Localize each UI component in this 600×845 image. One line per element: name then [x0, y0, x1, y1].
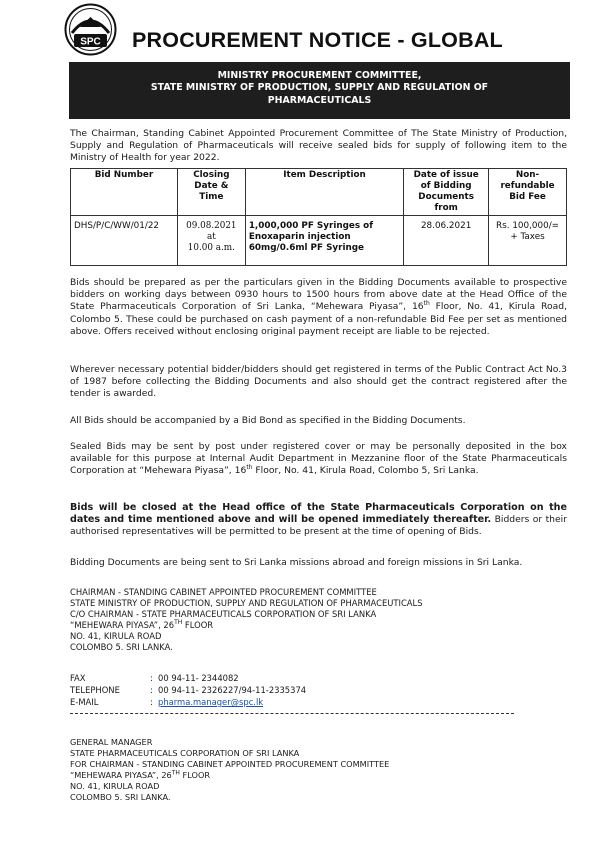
email-link[interactable]: pharma.manager@spc.lk [158, 697, 264, 707]
address2-line3: FOR CHAIRMAN - STANDING CABINET APPOINTED PROCUREMENT COMMITTEE [70, 758, 390, 769]
banner-line-3: PHARMACEUTICALS [267, 94, 372, 106]
address2-line4b: FLOOR [179, 769, 211, 780]
header-item: Item Description [245, 169, 403, 216]
missions-paragraph: Bidding Documents are being sent to Sri Lanka missions abroad and foreign missions in Sri Lanka. [70, 557, 523, 568]
email-colon: : [150, 697, 153, 707]
banner-line-1: MINISTRY PROCUREMENT COMMITTEE, [217, 70, 422, 81]
address2-line6: COLOMBO 5. SRI LANKA. [70, 791, 171, 802]
closing-date: 09.08.2021 at [186, 221, 237, 242]
address2-line2: STATE PHARMACEUTICALS CORPORATION OF SRI LANKA [70, 747, 300, 758]
address2-line4a: “MEHEWARA PIYASA”, 26 [70, 769, 172, 780]
divider [70, 713, 514, 714]
cell-bid-fee [489, 216, 567, 266]
spc-emblem-icon [64, 3, 117, 56]
para1-text-a: Bids should be prepared as per the particulars given in the Bidding Documents available to prospective bidders on working days between 0930 hours to 1500 hours from above date at the Head Office of the State Pharmaceuticals Corporation of Sri Lanka, “Mehewara Piyasa”, 16 [70, 277, 567, 313]
address1-line4a: “MEHEWARA PIYASA”, 26 [70, 620, 175, 630]
header-issue-date: Date of issue of Bidding Documents from [404, 169, 489, 216]
address1-line1: CHAIRMAN - STANDING CABINET APPOINTED PROCUREMENT COMMITTEE [70, 587, 377, 597]
header-closing: Closing Date & Time [177, 169, 245, 216]
general-manager-address [70, 737, 389, 802]
address2-line5: NO. 41, KIRULA ROAD [70, 780, 160, 791]
telephone-value: 00 94-11- 2326227/94-11-2335374 [158, 685, 307, 695]
address1-line4sup: TH [174, 619, 183, 627]
header-bid-number: Bid Number [71, 169, 178, 216]
closing-paragraph [70, 502, 567, 539]
bid-bond-paragraph: All Bids should be accompanied by a Bid Bond as specified in the Bidding Documents. [70, 415, 466, 426]
cell-item [245, 216, 403, 266]
bid-table [70, 168, 567, 266]
address1-line2: STATE MINISTRY OF PRODUCTION, SUPPLY AND REGULATION OF PHARMACEUTICALS [70, 598, 423, 608]
closing-bold-text: Bids will be closed at the Head office of the State Pharmaceuticals Corporation on the dates and time mentioned above and will be opened immediately thereafter. [70, 502, 567, 526]
address2-line4sup: TH [171, 768, 180, 776]
fax-colon: : [150, 673, 153, 683]
telephone-colon: : [150, 685, 153, 695]
bidding-instructions-paragraph [70, 277, 567, 338]
address1-line3: C/O CHAIRMAN - STATE PHARMACEUTICALS CORPORATION OF SRI LANKA [70, 609, 377, 619]
table-header-row [71, 169, 567, 216]
ministry-banner [69, 62, 570, 119]
closing-time: 10.00 a.m. [187, 243, 235, 253]
para4-text-b: Floor, No. 41, Kirula Road, Colombo 5, Sri Lanka. [252, 465, 479, 477]
fax-label: FAX [70, 673, 86, 683]
registration-paragraph: Wherever necessary potential bidder/bidders should get registered in terms of the Public Contract Act No.3 of 1987 before collecting the Bidding Documents and also should get the contract registered after the tender is awarded. [70, 364, 567, 400]
page-title: PROCUREMENT NOTICE - GLOBAL [132, 28, 503, 52]
chairman-address [70, 587, 423, 653]
fax-value: 00 94-11- 2344082 [158, 673, 239, 683]
para4-sup: th [246, 464, 253, 472]
cell-bid-number: DHS/P/C/WW/01/22 [71, 216, 178, 266]
fee-taxes: + Taxes [510, 232, 545, 242]
banner-line-2: STATE MINISTRY OF PRODUCTION, SUPPLY AND REGULATION OF [150, 82, 489, 94]
fee-amount: Rs. 100,000/= [496, 221, 560, 231]
telephone-label: TELEPHONE [70, 685, 120, 695]
cell-issue-date: 28.06.2021 [404, 216, 489, 266]
email-label: E-MAIL [70, 697, 99, 707]
cell-closing [177, 216, 245, 266]
address2-line4 [70, 770, 389, 781]
intro-paragraph: The Chairman, Standing Cabinet Appointed Procurement Committee of The State Ministry of Production, Supply and Regulation of Pharmaceuticals will receive sealed bids for supply of following item to the Ministry of Health for year 2022. [70, 128, 567, 164]
para1-sup: th [423, 300, 430, 308]
item-line-2: Enoxaparin injection [248, 232, 351, 242]
address1-line5: NO. 41, KIRULA ROAD [70, 631, 162, 641]
closing-rest-text: Bidders or their authorised representatives will be permitted to be present at the time of opening of Bids. [70, 514, 567, 538]
address2-line1: GENERAL MANAGER [70, 737, 153, 747]
submission-paragraph [70, 441, 567, 478]
table-row [71, 216, 567, 266]
address1-line4b: FLOOR [182, 620, 214, 630]
header-bid-fee: Non-refundable Bid Fee [489, 169, 567, 216]
item-line-1: 1,000,000 PF Syringes of [248, 221, 374, 231]
logo-text: SPC [80, 36, 101, 48]
para1-text-b: Floor, No. 41, Kirula Road, Colombo 5. These could be purchased on cash payment of a non-refundable Bid Fee per set as mentioned above. Offers received without enclosing original payment receipt are liable to be rejected. [70, 301, 567, 337]
spc-logo [64, 3, 117, 56]
address1-line6: COLOMBO 5. SRI LANKA. [70, 642, 173, 652]
para4-text-a: Sealed Bids may be sent by post under registered cover or may be personally deposited in the box available for this purpose at Internal Audit Department in Mezzanine floor of the State Pharmaceuticals Corporation at “Mehewara Piyasa”, 16 [70, 441, 567, 477]
item-line-3: 60mg/0.6ml PF Syringe [248, 243, 365, 253]
address1-line4 [70, 620, 423, 631]
